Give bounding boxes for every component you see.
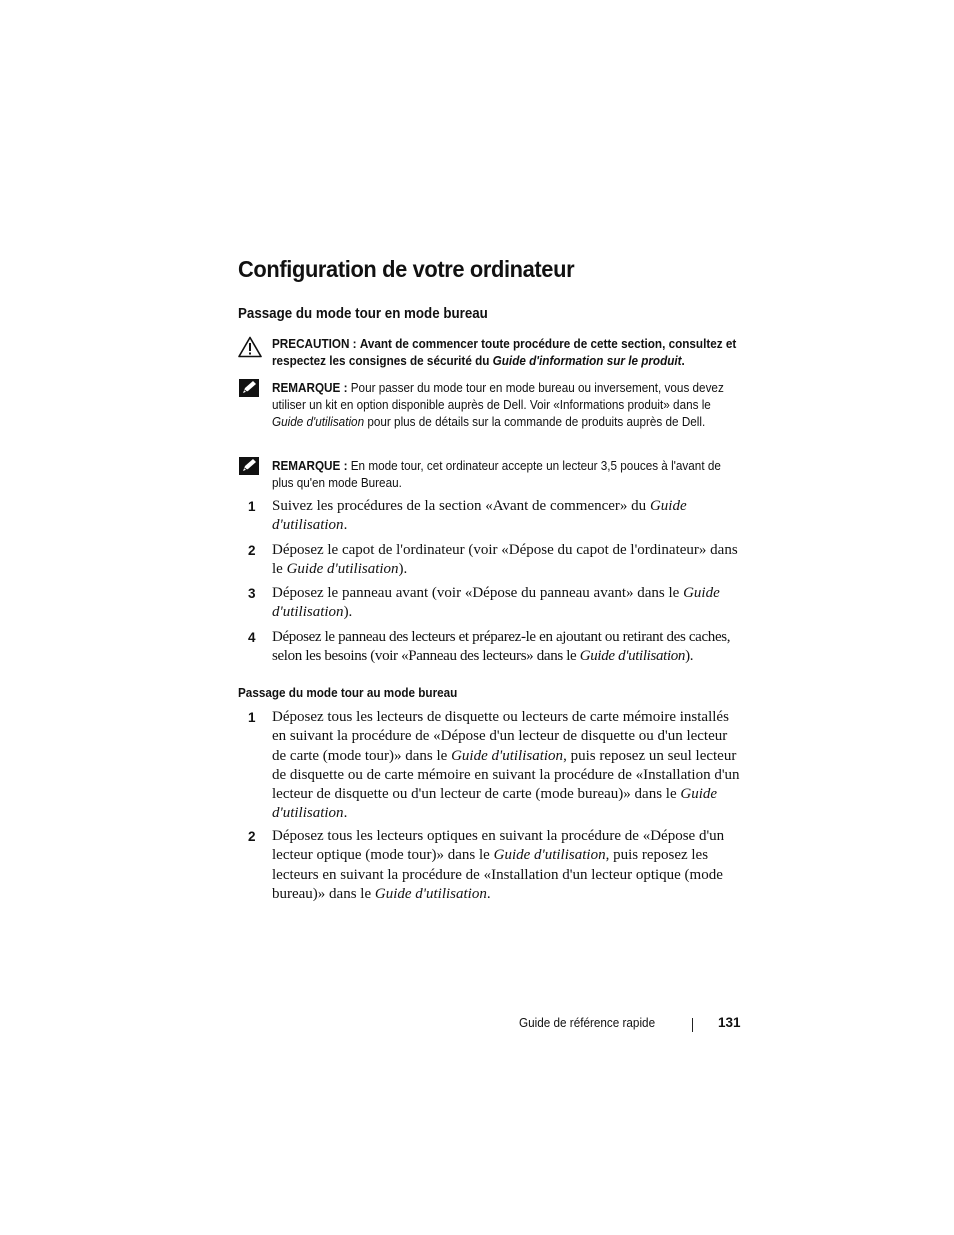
section-title: Passage du mode tour en mode bureau — [238, 306, 488, 322]
note-pencil-icon — [238, 456, 260, 476]
note-1 — [272, 380, 742, 431]
caution-text: Avant de commencer toute procédure de cette section, consultez et respectez les consignes de sécurité du — [272, 337, 737, 368]
step-text-cont: , puis reposez les lecteurs en suivant la procédure de «Installation d'un lecteur optique (mode bureau)» dans le — [272, 847, 723, 902]
note-2-label: REMARQUE : — [272, 459, 348, 473]
step-doc: Guide d'utilisation — [579, 648, 686, 665]
step-end: ). — [343, 604, 353, 621]
note-1-doc: Guide d'utilisation — [272, 415, 365, 429]
step-number: 2 — [248, 543, 256, 558]
note-1-text2: pour plus de détails sur la commande de produits auprès de Dell. — [367, 415, 706, 429]
subsection-title: Passage du mode tour au mode bureau — [238, 686, 458, 700]
step-text-cont: , puis reposez un seul lecteur de disquette ou de carte mémoire en suivant la procédure de «Installation d'un lecteur de disquette ou d'un lecteur de carte (mode bureau)» dans le — [272, 747, 740, 803]
page-number: 131 — [718, 1015, 741, 1030]
step-text: Déposez le panneau avant (voir «Dépose du panneau avant» dans le — [272, 585, 680, 601]
step-doc: Guide d'utilisation — [272, 498, 687, 534]
step-end: ). — [685, 648, 694, 665]
warning-triangle-icon — [238, 336, 262, 358]
step-number: 1 — [248, 710, 256, 725]
note-pencil-icon — [238, 378, 260, 398]
step-end: ). — [398, 561, 408, 578]
step-text: Déposez tous les lecteurs optiques en suivant la procédure de «Dépose d'un lecteur optique (mode tour)» dans le — [272, 828, 725, 864]
page-title: Configuration de votre ordinateur — [238, 256, 575, 282]
note-1-text: Pour passer du mode tour en mode bureau ou inversement, vous devez utiliser un kit en option disponible auprès de Dell. Voir «Informations produit» dans le — [272, 381, 724, 412]
step-doc: Guide d'utilisation — [493, 847, 606, 864]
caution-label: PRECAUTION : — [272, 337, 357, 351]
footer-divider — [692, 1018, 693, 1032]
step-doc: Guide d'utilisation — [451, 747, 564, 764]
footer-guide-title: Guide de référence rapide — [519, 1016, 656, 1030]
step-text: Déposez tous les lecteurs de disquette ou lecteurs de carte mémoire installés en suivant la procédure de «Dépose d'un lecteur de disquette ou d'un lecteur de carte (mode tour)» dans le — [272, 709, 729, 764]
step-end: . — [486, 885, 491, 902]
step-end: . — [343, 517, 348, 534]
step-doc: Guide d'utilisation — [272, 786, 718, 822]
step-number: 1 — [248, 499, 256, 514]
step-doc: Guide d'utilisation — [374, 885, 487, 902]
step-text: Déposez le capot de l'ordinateur (voir «Dépose du capot de l'ordinateur» dans le — [272, 542, 738, 578]
step-doc: Guide d'utilisation — [286, 561, 399, 578]
step-end: . — [343, 805, 348, 822]
step-doc: Guide d'utilisation — [272, 585, 720, 621]
step-text: Suivez les procédures de la section «Avant de commencer» du — [272, 498, 647, 514]
caution-end: . — [681, 354, 685, 368]
caution-notice — [272, 336, 742, 370]
step-number: 3 — [248, 586, 256, 601]
note-2 — [272, 458, 742, 492]
note-2-text: En mode tour, cet ordinateur accepte un lecteur 3,5 pouces à l'avant de plus qu'en mode Bureau. — [272, 459, 721, 490]
note-1-label: REMARQUE : — [272, 381, 348, 395]
step-number: 4 — [248, 630, 256, 645]
step-number: 2 — [248, 829, 256, 844]
step-text: Déposez le panneau des lecteurs et préparez-le en ajoutant ou retirant des caches, selon les besoins (voir «Panneau des lecteurs» dans le — [272, 629, 731, 665]
caution-doc: Guide d'information sur le produit — [492, 354, 682, 368]
